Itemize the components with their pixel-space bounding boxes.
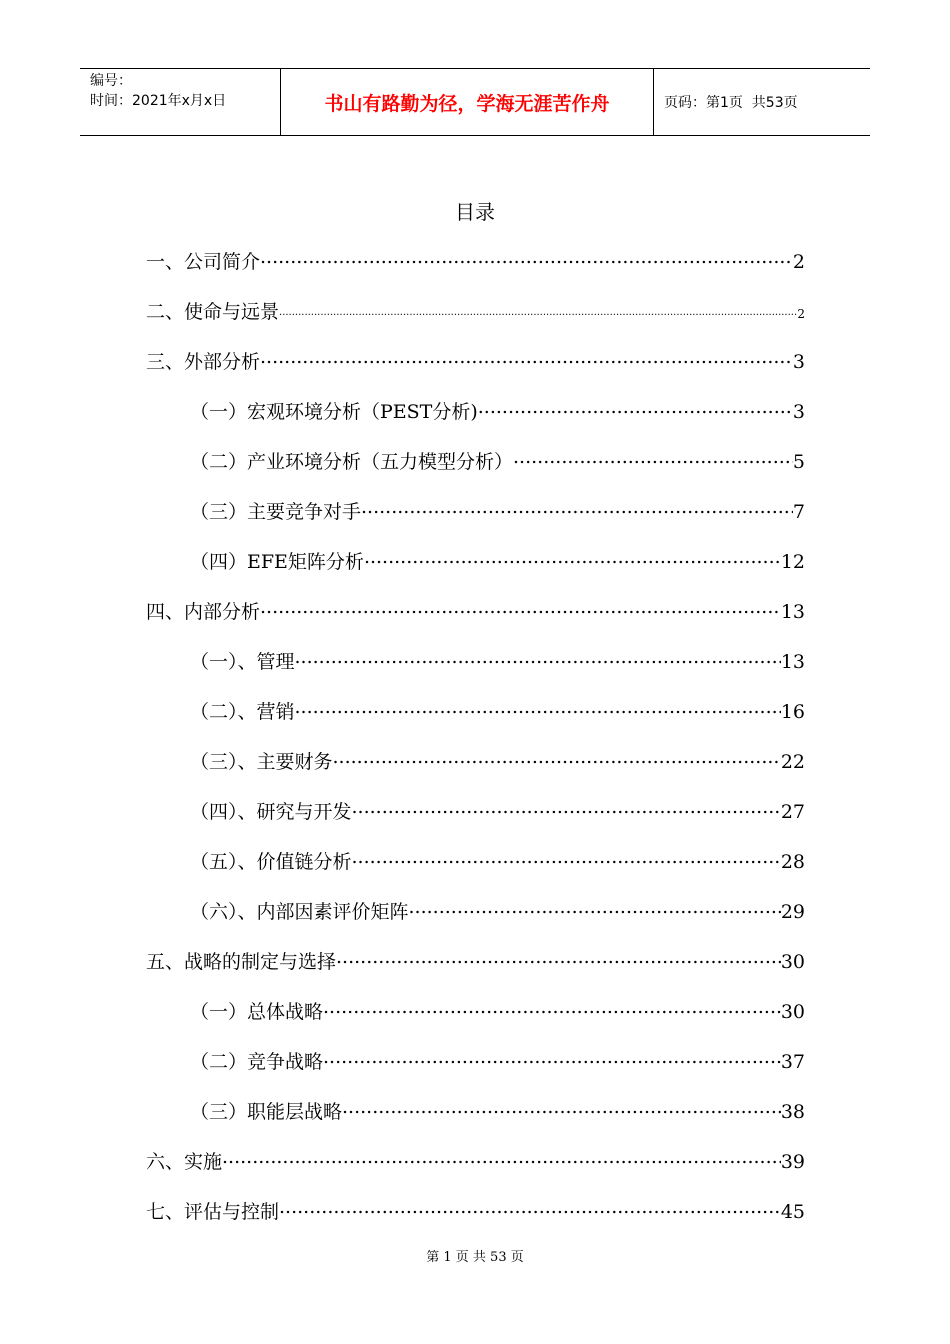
toc-entry-text: 五、战略的制定与选择 (146, 951, 337, 973)
toc-entry[interactable] (190, 1046, 805, 1074)
toc-dot-leader (260, 346, 793, 368)
toc-entry-text: 六、实施 (146, 1151, 223, 1173)
toc-entry-page: 39 (780, 1151, 805, 1173)
toc-entry-page: 45 (780, 1201, 805, 1223)
toc-entry-text: 七、评估与控制 (146, 1201, 280, 1223)
toc-entry[interactable] (190, 746, 805, 774)
toc-entry[interactable] (146, 596, 805, 624)
toc-entry[interactable] (190, 696, 805, 724)
toc-entry-text: （六）、内部因素评价矩阵 (190, 901, 409, 923)
toc-entry-text: 二、使命与远景 (146, 301, 280, 323)
toc-entry-page: 38 (780, 1101, 805, 1123)
toc-entry-page: 2 (792, 251, 805, 273)
toc-dot-leader (279, 296, 797, 318)
header-meta (80, 69, 281, 135)
toc-entry[interactable] (146, 346, 805, 374)
toc-entry-page: 5 (792, 451, 805, 473)
toc-entry-text: 四、内部分析 (146, 601, 261, 623)
toc-entry[interactable] (190, 996, 805, 1024)
toc-dot-leader (513, 446, 793, 468)
toc-entry-page: 13 (780, 651, 805, 673)
toc-entry-page: 12 (780, 551, 805, 573)
toc-entry[interactable] (190, 1096, 805, 1124)
toc-entry-page: 30 (780, 951, 805, 973)
header-code: 编号： (90, 73, 132, 89)
toc-entry-page: 37 (780, 1051, 805, 1073)
page-footer: 第 1 页 共 53 页 (426, 1250, 524, 1265)
toc-entry[interactable] (146, 1146, 805, 1174)
toc-entry-page: 3 (792, 351, 805, 373)
toc-dot-leader (295, 696, 781, 718)
toc-entry-text: 三、外部分析 (146, 351, 261, 373)
toc-entry-text: （五）、价值链分析 (190, 851, 352, 873)
toc-entry-text: （三）主要竞争对手 (190, 501, 362, 523)
toc-entry[interactable] (190, 446, 805, 474)
toc-entry-text: （一）、管理 (190, 651, 295, 673)
toc-title: 目录 (455, 200, 495, 224)
toc-dot-leader (260, 246, 793, 268)
toc-entry-page: 22 (780, 751, 805, 773)
toc-entry[interactable] (146, 946, 805, 974)
toc-entry[interactable] (190, 546, 805, 574)
toc-entry-page: 13 (780, 601, 805, 623)
toc-dot-leader (333, 746, 781, 768)
header-time: 时间：2021年x月x日 (90, 93, 227, 109)
toc-entry-page: 29 (780, 901, 805, 923)
toc-dot-leader (323, 996, 781, 1018)
toc-entry-page: 2 (797, 307, 805, 321)
toc-entry[interactable] (146, 296, 805, 324)
toc-entry-text: 一、公司简介 (146, 251, 261, 273)
header-motto: 书山有路勤为径，学海无涯苦作舟 (281, 69, 654, 135)
toc-entry-page: 28 (780, 851, 805, 873)
toc-entry-text: （三）职能层战略 (190, 1101, 343, 1123)
toc-entry-text: （四）、研究与开发 (190, 801, 352, 823)
toc-entry-text: （二）、营销 (190, 701, 295, 723)
toc-dot-leader (342, 1096, 781, 1118)
toc-entry[interactable] (190, 396, 805, 424)
toc-dot-leader (478, 396, 793, 418)
toc-dot-leader (295, 646, 781, 668)
toc-entry-page: 16 (780, 701, 805, 723)
toc-entry-page: 7 (792, 501, 805, 523)
header-page-info: 页码：第1页 共53页 (664, 95, 798, 111)
toc-dot-leader (352, 846, 781, 868)
toc-entry[interactable] (146, 246, 805, 274)
toc-entry-text: （一）总体战略 (190, 1001, 324, 1023)
toc-dot-leader (352, 796, 781, 818)
toc-entry-page: 27 (780, 801, 805, 823)
toc-entry-text: （二）竞争战略 (190, 1051, 324, 1073)
toc-entry[interactable] (190, 496, 805, 524)
toc-dot-leader (336, 946, 781, 968)
toc-entry[interactable] (146, 1196, 805, 1224)
toc-entry[interactable] (190, 846, 805, 874)
toc-dot-leader (361, 496, 793, 518)
toc-entry-text: （二）产业环境分析（五力模型分析） (190, 451, 514, 473)
page-header (80, 68, 870, 136)
toc-dot-leader (364, 546, 781, 568)
toc-entry-text: （一）宏观环境分析（PEST分析) (190, 401, 478, 423)
toc-entry[interactable] (190, 646, 805, 674)
toc-dot-leader (323, 1046, 781, 1068)
toc-entry-text: （四）EFE矩阵分析 (190, 551, 364, 573)
toc-dot-leader (409, 896, 781, 918)
toc-entry-text: （三）、主要财务 (190, 751, 333, 773)
toc-entry-page: 3 (792, 401, 805, 423)
toc-dot-leader (279, 1196, 781, 1218)
toc-entry-page: 30 (780, 1001, 805, 1023)
toc-entry[interactable] (190, 796, 805, 824)
toc-entry[interactable] (190, 896, 805, 924)
toc-dot-leader (222, 1146, 781, 1168)
toc-dot-leader (260, 596, 781, 618)
